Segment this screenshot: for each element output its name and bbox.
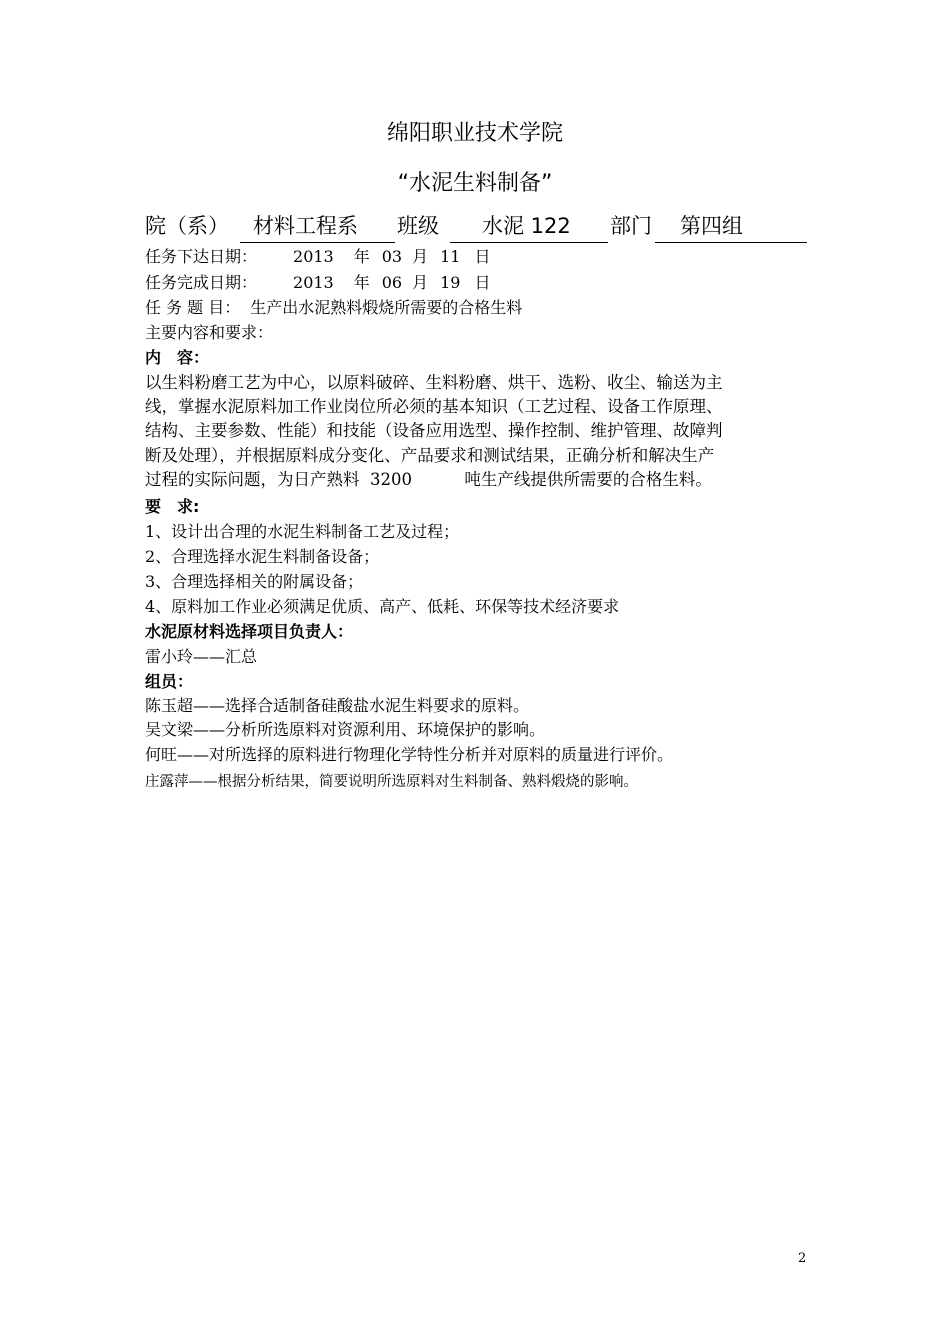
school-title: 绵阳职业技术学院 bbox=[386, 121, 563, 146]
info-row bbox=[145, 211, 810, 243]
content-line: 线，掌握水泥原料加工作业岗位所必须的基本知识（工艺过程、设备工作原理、 bbox=[145, 397, 723, 417]
content-line: 断及处理），并根据原料成分变化、产品要求和测试结果，正确分析和解决生产 bbox=[145, 445, 715, 465]
main-label: 主要内容和要求： bbox=[145, 323, 274, 342]
group-underline bbox=[655, 242, 807, 243]
content-paragraph bbox=[145, 371, 810, 492]
task-value: 生产出水泥熟料煅烧所需要的合格生料 bbox=[250, 298, 523, 317]
dept-value: 材料工程系 bbox=[253, 214, 358, 238]
content-line: 以生料粉磨工艺为中心，以原料破碎、生料粉磨、烘干、选粉、收尘、输送为主 bbox=[145, 373, 723, 392]
group-value: 第四组 bbox=[680, 214, 743, 238]
class-underline bbox=[450, 242, 608, 243]
page-number: 2 bbox=[798, 1251, 807, 1266]
requirement-item: 2、合理选择水泥生料制备设备； bbox=[145, 547, 380, 566]
content-line: 过程的实际问题，为日产熟料 3200 吨生产线提供所需要的合格生料。 bbox=[145, 469, 712, 489]
finish-month: 06 bbox=[381, 273, 403, 292]
leader-name: 雷小玲——汇总 bbox=[145, 647, 258, 666]
issue-date-line: 任务下达日期： 2013 年 03 月 11 日 bbox=[145, 247, 491, 266]
requirement-item: 1、设计出合理的水泥生料制备工艺及过程； bbox=[145, 522, 460, 541]
project-title: “水泥生料制备” bbox=[397, 171, 553, 196]
members-heading: 组员： bbox=[145, 672, 194, 691]
leader-heading: 水泥原材料选择项目负责人： bbox=[145, 622, 354, 641]
member-item: 吴文梁——分析所选原料对资源利用、环境保护的影响。 bbox=[145, 720, 546, 739]
finish-day: 19 bbox=[440, 273, 461, 292]
issue-day: 11 bbox=[440, 247, 461, 266]
task-line bbox=[145, 296, 522, 320]
content-line: 结构、主要参数、性能）和技能（设备应用选型、操作控制、维护管理、故障判 bbox=[145, 421, 723, 441]
content-heading: 内 容： bbox=[145, 348, 210, 367]
finish-year: 2013 bbox=[293, 273, 334, 292]
requirement-item: 3、合理选择相关的附属设备； bbox=[145, 572, 364, 591]
requirement-item: 4、原料加工作业必须满足优质、高产、低耗、环保等技术经济要求 bbox=[145, 597, 620, 616]
dept-underline bbox=[240, 242, 395, 243]
issue-year: 2013 bbox=[293, 247, 334, 266]
dept-label: 院（系） bbox=[145, 214, 229, 238]
issue-month: 03 bbox=[381, 247, 403, 266]
finish-date-label: 任务完成日期： bbox=[145, 273, 258, 292]
finish-date-line: 任务完成日期： 2013 年 06 月 19 日 bbox=[145, 273, 491, 292]
class-value: 水泥 122 bbox=[482, 214, 571, 238]
member-item: 庄露萍——根据分析结果，简要说明所选原料对生料制备、熟料煅烧的影响。 bbox=[145, 774, 638, 790]
issue-date-label: 任务下达日期： bbox=[145, 247, 258, 266]
group-label: 部门 bbox=[610, 214, 652, 238]
task-label: 任 务 题 目： bbox=[145, 298, 241, 317]
class-label: 班级 bbox=[397, 214, 439, 238]
member-item: 何旺——对所选择的原料进行物理化学特性分析并对原料的质量进行评价。 bbox=[145, 745, 674, 764]
member-item: 陈玉超——选择合适制备硅酸盐水泥生料要求的原料。 bbox=[145, 696, 530, 715]
requirements-heading: 要 求: bbox=[145, 497, 200, 516]
